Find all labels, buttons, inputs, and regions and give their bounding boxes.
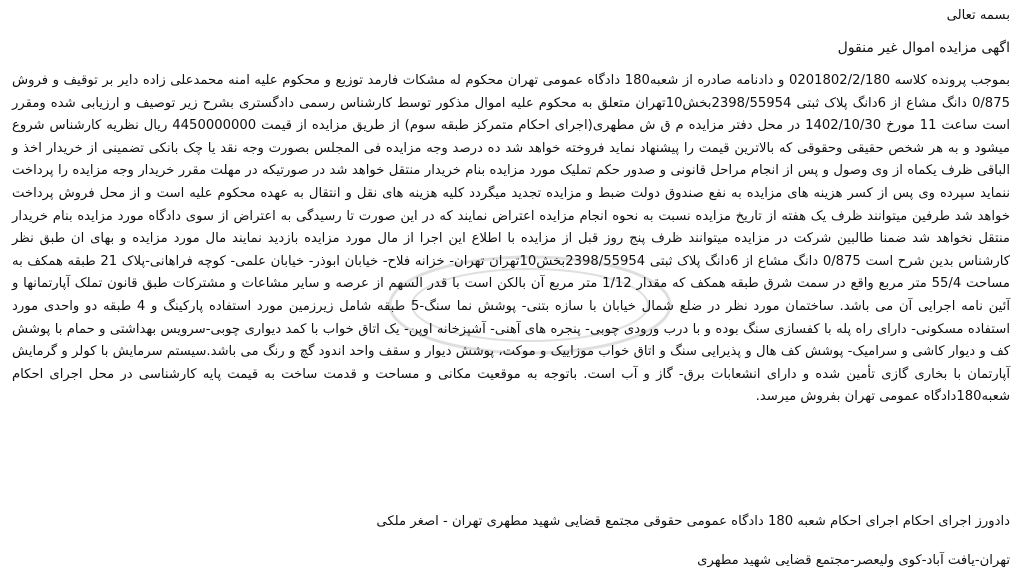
signature-line: دادورز اجرای احکام اجرای احکام شعبه 180 دادگاه عمومی حقوقی مجتمع قضایی شهید مطهری تهران - اصغر ملکی [376, 514, 1010, 529]
notice-body: بموجب پرونده کلاسه 0201802/2/180 و دادنامه صادره از شعبه180 دادگاه عمومی تهران محکوم له مشکات فارمد توزیع و محکوم علیه امنه محمدعلی زاده دایر بر توقیف و فروش 0/875 دانگ مشاع از 6دانگ پلاک ثبتی 2398/55954بخش10تهران متعلق به محکوم علیه اموال مذکور توسط کارشناس رسمی دادگستری بشرح زیر توصیف و ارزیابی شده ومقرر است ساعت 11 مورخ 1402/10/30 در محل دفتر مزایده م ق ش مطهری(اجرای احکام متمرکز طبقه سوم) از طریق مزایده از قیمت 4450000000 ریال نظریه کارشناس شروع میشود و به هر شخص حقیقی وحقوقی که بالاترین قیمت را پیشنهاد نماید فروخته خواهد شد ده درصد وجه مزایده فی المجلس بصورت وجه نقد یا چک بانکی تضمینی از خریدار اخذ و الباقی ظرف یکماه از وی وصول و پس از انجام مراحل قانونی و صدور حکم تملیک مورد مزایده بنام خریدار منتقل خواهد شد در صورتیکه در مهلت مقرر خریدار وجه مزایده را پرداخت ننماید سپرده وی پس از کسر هزینه های مزایده به نفع صندوق دولت ضبط و مزایده تجدید میگردد کلیه هزینه های نقل و انتقال به عهده محکوم علیه است و از محل فروش پرداخت خواهد شد طرفین میتوانند ظرف یک هفته از تاریخ مزایده نسبت به نحوه انجام مزایده اعتراض نمایند که در این صورت تا رسیدگی به اعتراض از سوی دادگاه مورد مزایده بنام خریدار منتقل نخواهد شد ضمنا طالبین شرکت در مزایده میتوانند ظرف پنج روز قبل از مزایده با اطلاع این اجرا از مال مورد مزایده بازدید نمایند مال مورد مزایده و بهای ان طبق نظر کارشناس بدین شرح است 0/875 دانگ مشاع از 6دانگ پلاک ثبتی 2398/55954بخش10تهران تهران- خزانه فلاح- خیابان ابوذر- خیابان علمی- کوچه فراهانی-پلاک 21 طبقه همکف به مساحت 55/4 متر مربع واقع در سمت شرق طبقه همکف که مقدار 1/12 متر مربع آن بالکن است با قدر السهم از عرصه و سایر مشاعات و مشترکات طبق قانون تملک آپارتمانها و آئین نامه اجرایی آن می باشد. ساختمان مورد نظر در ضلع شمال خیابان با سازه بتنی- پوشش نما سنگ-5 طبقه شامل زیرزمین مورد استفاده پارکینگ و 4 طبقه دو واحدی مورد استفاده مسکونی- دارای راه پله با کفسازی سنگ بوده و با درب ورودی چوبی- پنجره های آهنی- آشپزخانه اوپن- یک اتاق خواب با کمد دیواری چوبی-سرویس بهداشتی و حمام با پوشش کف و دیوار کاشی و سرامیک- پوشش کف هال و پذیرایی سنگ و اتاق خواب موزاییک و موکت، پوشش دیوار و سقف واحد اندود گچ و رنگ می باشد.سیستم سرمایش با کولر و گرمایش آپارتمان با بخاری گازی تأمین شده و دارای انشعابات برق- گاز و آب است. باتوجه به موقعیت مکانی و مساحت و قدمت ساخت به قیمت پایه کارشناسی در محل اجرای احکام شعبه180دادگاه عمومی تهران بفروش میرسد. [12, 73, 1011, 405]
notice-title: اگهی مزایده اموال غیر منقول [837, 40, 1010, 56]
basmala-heading: بسمه تعالی [946, 8, 1010, 23]
address-footer: تهران-یافت آباد-کوی ولیعصر-مجتمع قضایی شهید مطهری [697, 553, 1010, 568]
